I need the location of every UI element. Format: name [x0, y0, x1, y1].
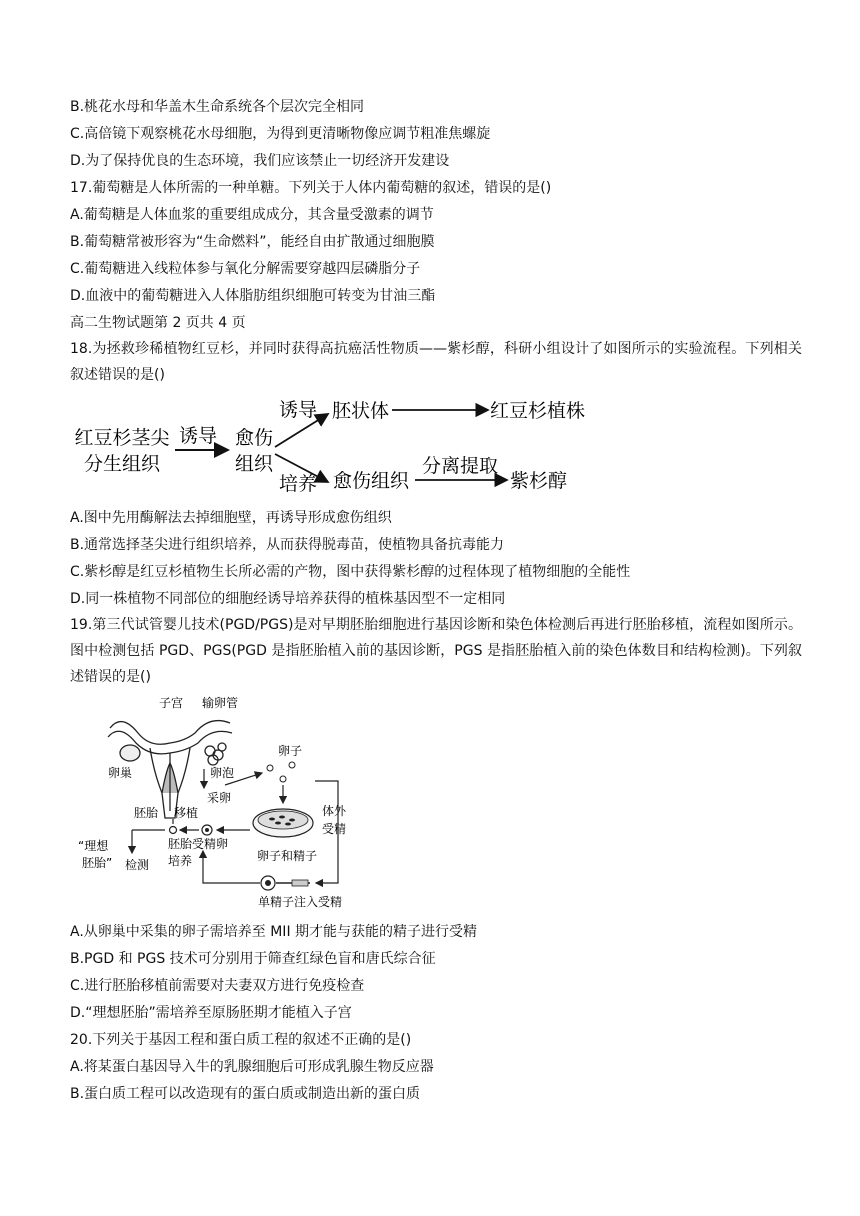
q19-stem: 19.第三代试管婴儿技术(PGD/PGS)是对早期胚胎细胞进行基因诊断和染色体检测后再进行胚胎移植，流程如图所示。图中检测包括 PGD、PGS(PGD 是指胚胎植入前的基因诊断，PGS 是指胚胎植入前的染色体数目和结构检测)。下列叙述错误的是()	[70, 617, 802, 685]
q18-option-d: D.同一株植物不同部位的细胞经诱导培养获得的植株基因型不一定相同	[70, 591, 506, 607]
page-footer: 高二生物试题第 2 页共 4 页	[70, 315, 246, 331]
q19-option-c: C.进行胚胎移植前需要对夫妻双方进行免疫检查	[70, 978, 365, 994]
diagram-taxol: 紫杉醇	[510, 470, 568, 492]
label-egg: 卵子	[278, 744, 303, 758]
label-egg-and-sperm: 卵子和精子	[257, 849, 318, 863]
label-icsi: 单精子注入受精	[258, 895, 343, 909]
q19-ivf-diagram	[70, 693, 370, 913]
egg-icon-3	[280, 776, 286, 782]
label-ideal-line1: “理想	[78, 839, 109, 853]
label-transfer-line2: 移植	[174, 806, 199, 820]
diagram-source-line2: 分生组织	[83, 453, 161, 475]
diagram-embryoid: 胚状体	[332, 400, 390, 422]
label-collect: 采卵	[207, 791, 232, 805]
q17-option-a: A.葡萄糖是人体血浆的重要组成成分，其含量受激素的调节	[70, 207, 434, 223]
diagram-source-line1: 红豆杉茎尖	[74, 427, 170, 449]
egg-icon-2	[289, 762, 295, 768]
label-uterus: 子宫	[159, 696, 184, 710]
q17-option-d: D.血液中的葡萄糖进入人体脂肪组织细胞可转变为甘油三酯	[70, 288, 436, 304]
diagram-plant: 红豆杉植株	[490, 400, 586, 422]
q17-stem: 17.葡萄糖是人体所需的一种单糖。下列关于人体内葡萄糖的叙述，错误的是()	[70, 180, 552, 196]
q20-option-a: A.将某蛋白基因导入牛的乳腺细胞后可形成乳腺生物反应器	[70, 1059, 434, 1075]
diagram-extract-label: 分离提取	[421, 455, 499, 477]
label-culture-line2: 培养	[168, 854, 193, 868]
q18-stem: 18.为拯救珍稀植物红豆杉，并同时获得高抗癌活性物质——紫杉醇，科研小组设计了如图所示的实验流程。下列相关叙述错误的是()	[70, 341, 802, 383]
q19-option-a: A.从卵巢中采集的卵子需培养至 MII 期才能与获能的精子进行受精	[70, 924, 478, 940]
arrow-icsi-to-zygote	[203, 851, 260, 883]
label-culture-line1: 胚胎	[168, 837, 193, 851]
egg-icon-1	[267, 765, 273, 771]
q17-option-c: C.葡萄糖进入线粒体参与氧化分解需要穿越四层磷脂分子	[70, 261, 421, 277]
q18-option-b: B.通常选择茎尖进行组织培养，从而获得脱毒苗，使植物具备抗毒能力	[70, 537, 505, 553]
q16-option-d: D.为了保持优良的生态环境，我们应该禁止一切经济开发建设	[70, 153, 450, 169]
q18-option-c: C.紫杉醇是红豆杉植物生长所必需的产物，图中获得紫杉醇的过程体现了植物细胞的全能性	[70, 564, 631, 580]
label-zygote: 受精卵	[192, 837, 229, 851]
label-transfer-line1: 胚胎	[134, 806, 159, 820]
label-follicle: 卵泡	[210, 766, 235, 780]
label-vitro-line2: 受精	[322, 822, 347, 836]
embryo-icon	[170, 827, 177, 834]
label-vitro-line1: 体外	[322, 804, 347, 818]
q18-option-a: A.图中先用酶解法去掉细胞壁，再诱导形成愈伤组织	[70, 510, 392, 526]
q19-option-b: B.PGD 和 PGS 技术可分别用于筛查红绿色盲和唐氏综合征	[70, 951, 436, 967]
ovary-shape	[120, 745, 140, 761]
label-detect: 检测	[125, 858, 150, 872]
q19-option-d: D.“理想胚胎”需培养至原肠胚期才能植入子宫	[70, 1005, 352, 1021]
q20-option-b: B.蛋白质工程可以改造现有的蛋白质或制造出新的蛋白质	[70, 1086, 421, 1102]
q18-flow-diagram	[70, 392, 630, 502]
diagram-lower-arrow-label: 培养	[278, 473, 318, 495]
micro-injection-icon	[261, 876, 310, 890]
diagram-arrow1-label: 诱导	[178, 425, 218, 447]
label-ovary: 卵巢	[108, 766, 133, 780]
diagram-upper-arrow-label: 诱导	[278, 399, 318, 421]
label-oviduct: 输卵管	[202, 696, 239, 710]
diagram-callus-line2: 组织	[234, 453, 274, 475]
q16-option-b: B.桃花水母和华盖木生命系统各个层次完全相同	[70, 99, 365, 115]
q16-option-c: C.高倍镜下观察桃花水母细胞，为得到更清晰物像应调节粗准焦螺旋	[70, 126, 491, 142]
q17-option-b: B.葡萄糖常被形容为“生命燃料”，能经自由扩散通过细胞膜	[70, 234, 435, 250]
petri-dish-icon	[253, 809, 313, 837]
diagram-callus-tissue: 愈伤组织	[333, 470, 410, 492]
label-ideal-line2: 胚胎”	[82, 856, 113, 870]
q20-stem: 20.下列关于基因工程和蛋白质工程的叙述不正确的是()	[70, 1032, 412, 1048]
diagram-callus-line1: 愈伤	[234, 427, 274, 449]
